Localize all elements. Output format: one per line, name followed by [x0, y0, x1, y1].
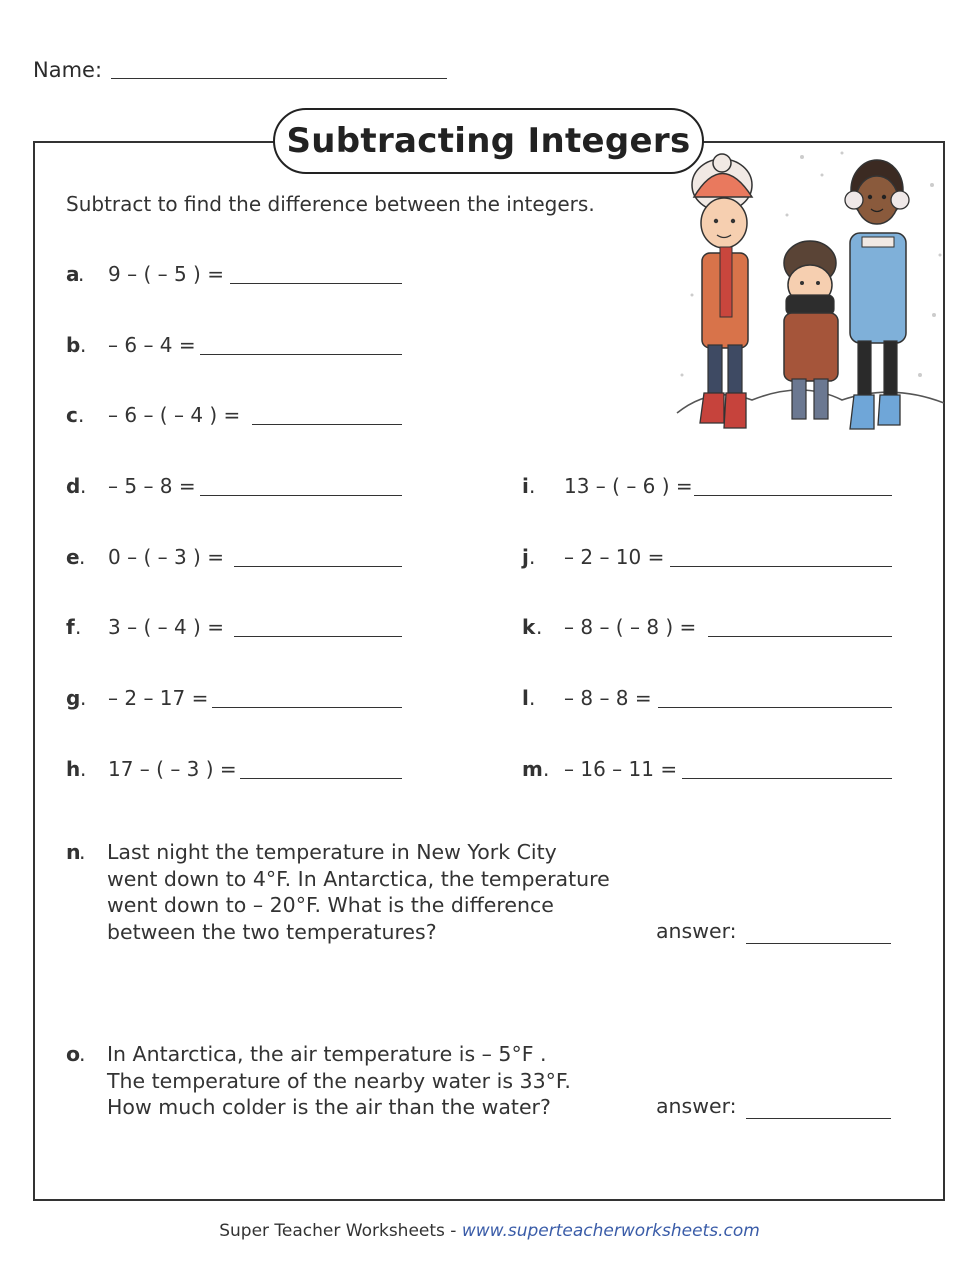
problem-label: m: [522, 757, 543, 781]
instructions: Subtract to find the difference between the integers.: [66, 192, 595, 216]
problem-b: b . – 6 – 4 =: [66, 333, 406, 361]
problem-expression: – 8 – ( – 8 ) =: [564, 615, 697, 639]
problem-e: e . 0 – ( – 3 ) =: [66, 545, 406, 573]
problem-label: g: [66, 686, 81, 710]
text-line: In Antarctica, the air temperature is – 5°F .: [107, 1042, 547, 1066]
text-line: The temperature of the nearby water is 33°F.: [107, 1068, 571, 1093]
problem-i: i . 13 – ( – 6 ) =: [522, 474, 897, 502]
problem-h: h . 17 – ( – 3 ) =: [66, 757, 406, 785]
problem-label: f: [66, 615, 75, 639]
problem-expression: – 8 – 8 =: [564, 686, 652, 710]
page-title: Subtracting Integers: [286, 121, 691, 161]
text-line: went down to – 20°F. What is the difference: [107, 893, 554, 917]
problem-label: j: [522, 545, 529, 569]
problem-expression: 13 – ( – 6 ) =: [564, 474, 693, 498]
answer-blank[interactable]: [234, 636, 402, 637]
problem-label: d: [66, 474, 81, 498]
text-line: between the two temperatures?: [107, 919, 437, 944]
problem-expression: – 16 – 11 =: [564, 757, 678, 781]
problem-expression: – 5 – 8 =: [108, 474, 196, 498]
snow-kids-illustration: [672, 145, 947, 440]
answer-blank[interactable]: [240, 778, 402, 779]
problem-label: h: [66, 757, 81, 781]
problem-label: c: [66, 403, 78, 427]
problem-f: f . 3 – ( – 4 ) =: [66, 615, 406, 643]
answer-o: [656, 1094, 896, 1124]
answer-blank[interactable]: [746, 943, 891, 944]
problem-label: l: [522, 686, 529, 710]
footer: [0, 1221, 979, 1241]
answer-label: answer:: [656, 1094, 737, 1118]
problem-expression: 0 – ( – 3 ) =: [108, 545, 224, 569]
text-line: How much colder is the air than the water?: [107, 1095, 551, 1119]
problem-expression: – 6 – ( – 4 ) =: [108, 403, 241, 427]
word-problem-text: [107, 839, 667, 945]
answer-blank[interactable]: [252, 424, 402, 425]
word-problem-n: n . Last night the temperature in New York City went down to 4°F. In Antarctica, the temperature went down to – 20°F. What is the difference between the two temperatures?: [66, 839, 666, 949]
problem-label: k: [522, 615, 536, 639]
answer-label: answer:: [656, 919, 737, 943]
text-line: went down to 4°F. In Antarctica, the temperature: [107, 866, 610, 891]
problem-j: j . – 2 – 10 =: [522, 545, 897, 573]
problem-label: e: [66, 545, 80, 569]
problem-expression: – 2 – 10 =: [564, 545, 665, 569]
word-problem-text: [107, 1041, 667, 1121]
answer-blank[interactable]: [746, 1118, 891, 1119]
problem-k: k . – 8 – ( – 8 ) =: [522, 615, 897, 643]
problem-expression: 3 – ( – 4 ) =: [108, 615, 224, 639]
title-banner: [273, 108, 704, 174]
kid-left: [692, 154, 752, 428]
name-input-line[interactable]: [111, 78, 447, 79]
problem-label: b: [66, 333, 81, 357]
problem-label: o: [66, 1042, 81, 1066]
text-line: Last night the temperature in New York City: [107, 840, 557, 864]
problem-m: m . – 16 – 11 =: [522, 757, 897, 785]
name-label: Name:: [33, 58, 103, 82]
problem-expression: – 6 – 4 =: [108, 333, 196, 357]
problem-l: l . – 8 – 8 =: [522, 686, 897, 714]
problem-expression: 9 – ( – 5 ) =: [108, 262, 224, 286]
answer-blank[interactable]: [234, 566, 402, 567]
footer-link[interactable]: www.superteacherworksheets.com: [461, 1221, 760, 1241]
kid-right: [845, 160, 909, 429]
problem-a: a . 9 – ( – 5 ) =: [66, 262, 406, 290]
problem-label: n: [66, 840, 81, 864]
answer-blank[interactable]: [200, 354, 402, 355]
answer-blank[interactable]: [694, 495, 892, 496]
answer-blank[interactable]: [212, 707, 402, 708]
problem-label: a: [66, 262, 80, 286]
footer-text: Super Teacher Worksheets -: [219, 1221, 462, 1241]
answer-n: [656, 919, 896, 949]
answer-blank[interactable]: [200, 495, 402, 496]
answer-blank[interactable]: [658, 707, 892, 708]
problem-expression: 17 – ( – 3 ) =: [108, 757, 237, 781]
problem-g: g . – 2 – 17 =: [66, 686, 406, 714]
answer-blank[interactable]: [230, 283, 402, 284]
answer-blank[interactable]: [670, 566, 892, 567]
answer-blank[interactable]: [682, 778, 892, 779]
problem-label: i: [522, 474, 529, 498]
word-problem-o: o . In Antarctica, the air temperature is – 5°F . The temperature of the nearby water is 33°F. How much colder is the air than the water?: [66, 1041, 666, 1126]
answer-blank[interactable]: [708, 636, 892, 637]
kid-middle: [784, 241, 838, 419]
problem-d: d . – 5 – 8 =: [66, 474, 406, 502]
problem-expression: – 2 – 17 =: [108, 686, 209, 710]
problem-c: c . – 6 – ( – 4 ) =: [66, 403, 406, 431]
